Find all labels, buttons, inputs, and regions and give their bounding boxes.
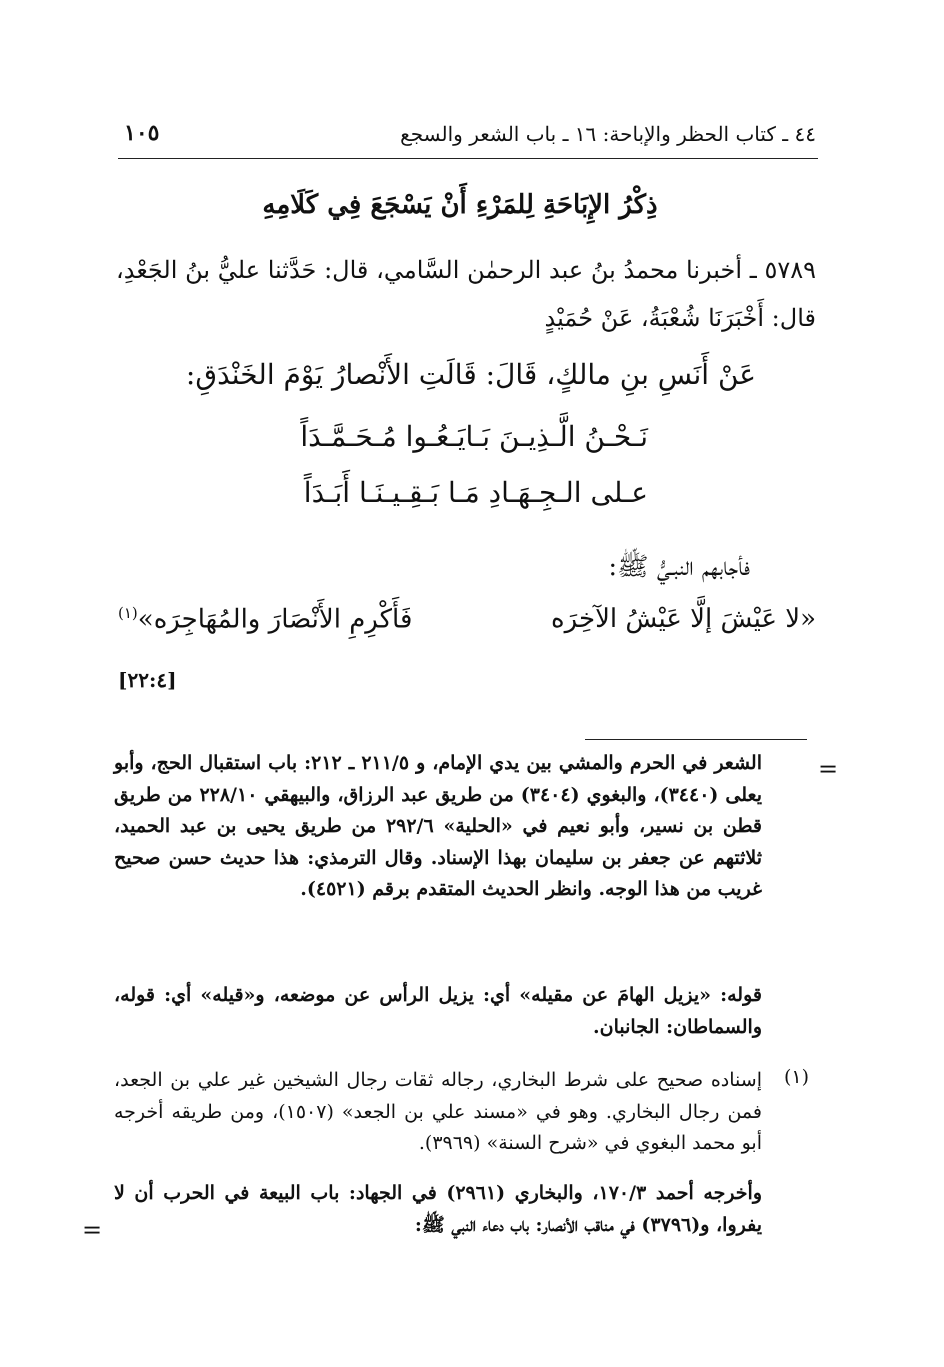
footnote-marker: (١) xyxy=(118,604,138,622)
hadith-narration: عَنْ أَنَسِ بنِ مالكٍ، قَالَ: قَالَتِ الأَنْصارُ يَوْمَ الخَنْدَقِ: xyxy=(185,358,756,391)
continuation-mark-top: = xyxy=(818,755,839,783)
prophet-reply-intro: فأجابهم النبـيُّ ﷺ: xyxy=(608,552,750,582)
footnote-1-continued: وأخرجه أحمد ١٧٠/٣، والبخاري (٢٩٦١) في الجهاد: باب البيعة في الحرب أن لا يفروا، و(٣٧٩٦) في مناقب الأنصار: باب دعاء النبي ﷺ: xyxy=(114,1182,762,1236)
page-number: ١٠٥ xyxy=(124,120,160,146)
couplet-second-hemistich-text: فَأَكْرِمِ الأَنْصَارَ والمُهَاجِرَه» xyxy=(137,604,413,635)
poem-verse-1: نَـحْـنُ الَّـذِيـنَ بَـايَـعُـوا مُـحَـمَّـدَاً xyxy=(300,420,648,453)
header-rule xyxy=(118,158,818,159)
footnote-gloss: قوله: «يزيل الهامَ عن مقيله» أي: يزيل الرأس عن موضعه، و«قيله» أي: قوله، والسماطان: الجانبان. xyxy=(114,984,762,1038)
running-head: ٤٤ ـ كتاب الحظر والإباحة: ١٦ ـ باب الشعر والسجع xyxy=(400,122,816,146)
hadith-isnad-paragraph: ٥٧٨٩ ـ أخبرنا محمدُ بنُ عبد الرحمٰن السَّامي، قال: حَدَّثنا عليُّ بنُ الجَعْدِ، قال: أَخْبَرَنَا شُعْبَةُ، عَنْ حُمَيْدٍ xyxy=(116,256,816,332)
hadith-reference: [٢٢:٤] xyxy=(118,668,177,692)
continuation-mark-bottom: = xyxy=(82,1216,103,1244)
footnote-1-text: إسناده صحيح على شرط البخاري، رجاله ثقات رجال الشيخين غير علي بن الجعد، فمن رجال البخاري. وهو في «مسند علي بن الجعد» (١٥٠٧)، ومن طريقه أخرجه أبو محمد البغوي في «شرح السنة» (٣٩٦٩). xyxy=(114,1069,762,1154)
couplet-second-hemistich xyxy=(118,604,412,635)
section-title: ذِكْرُ الإِبَاحَةِ لِلمَرْءِ أَنْ يَسْجَعَ فِي كَلَامِهِ xyxy=(262,190,658,220)
poem-verse-2: عـلى الـجِـهَـادِ مَـا بَـقِـيـنَـا أَبَـدَاً xyxy=(303,476,648,509)
footnote-1-marker: (١) xyxy=(784,1066,810,1088)
footnote-separator xyxy=(585,739,807,740)
couplet-first-hemistich: «لا عَيْشَ إلَّا عَيْشُ الآخِرَه xyxy=(551,604,816,634)
footnote-continued-block: الشعر في الحرم والمشي بين يدي الإمام، و ٢١١/٥ ـ ٢١٢: باب استقبال الحج، وأبو يعلى (٣٤٤٠)، والبغوي (٣٤٠٤) من طريق عبد الرزاق، والبيهقي ٢٢٨/١٠ من طريق قطن بن نسير، وأبو نعيم في «الحلية» ٢٩٢/٦ من طريق يحيى بن عبد الحميد، ثلاثتهم عن جعفر بن سليمان بهذا الإسناد. وقال الترمذي: هذا حديث حسن صحيح غريب من هذا الوجه. وانظر الحديث المتقدم برقم (٤٥٢١). xyxy=(114,752,763,900)
